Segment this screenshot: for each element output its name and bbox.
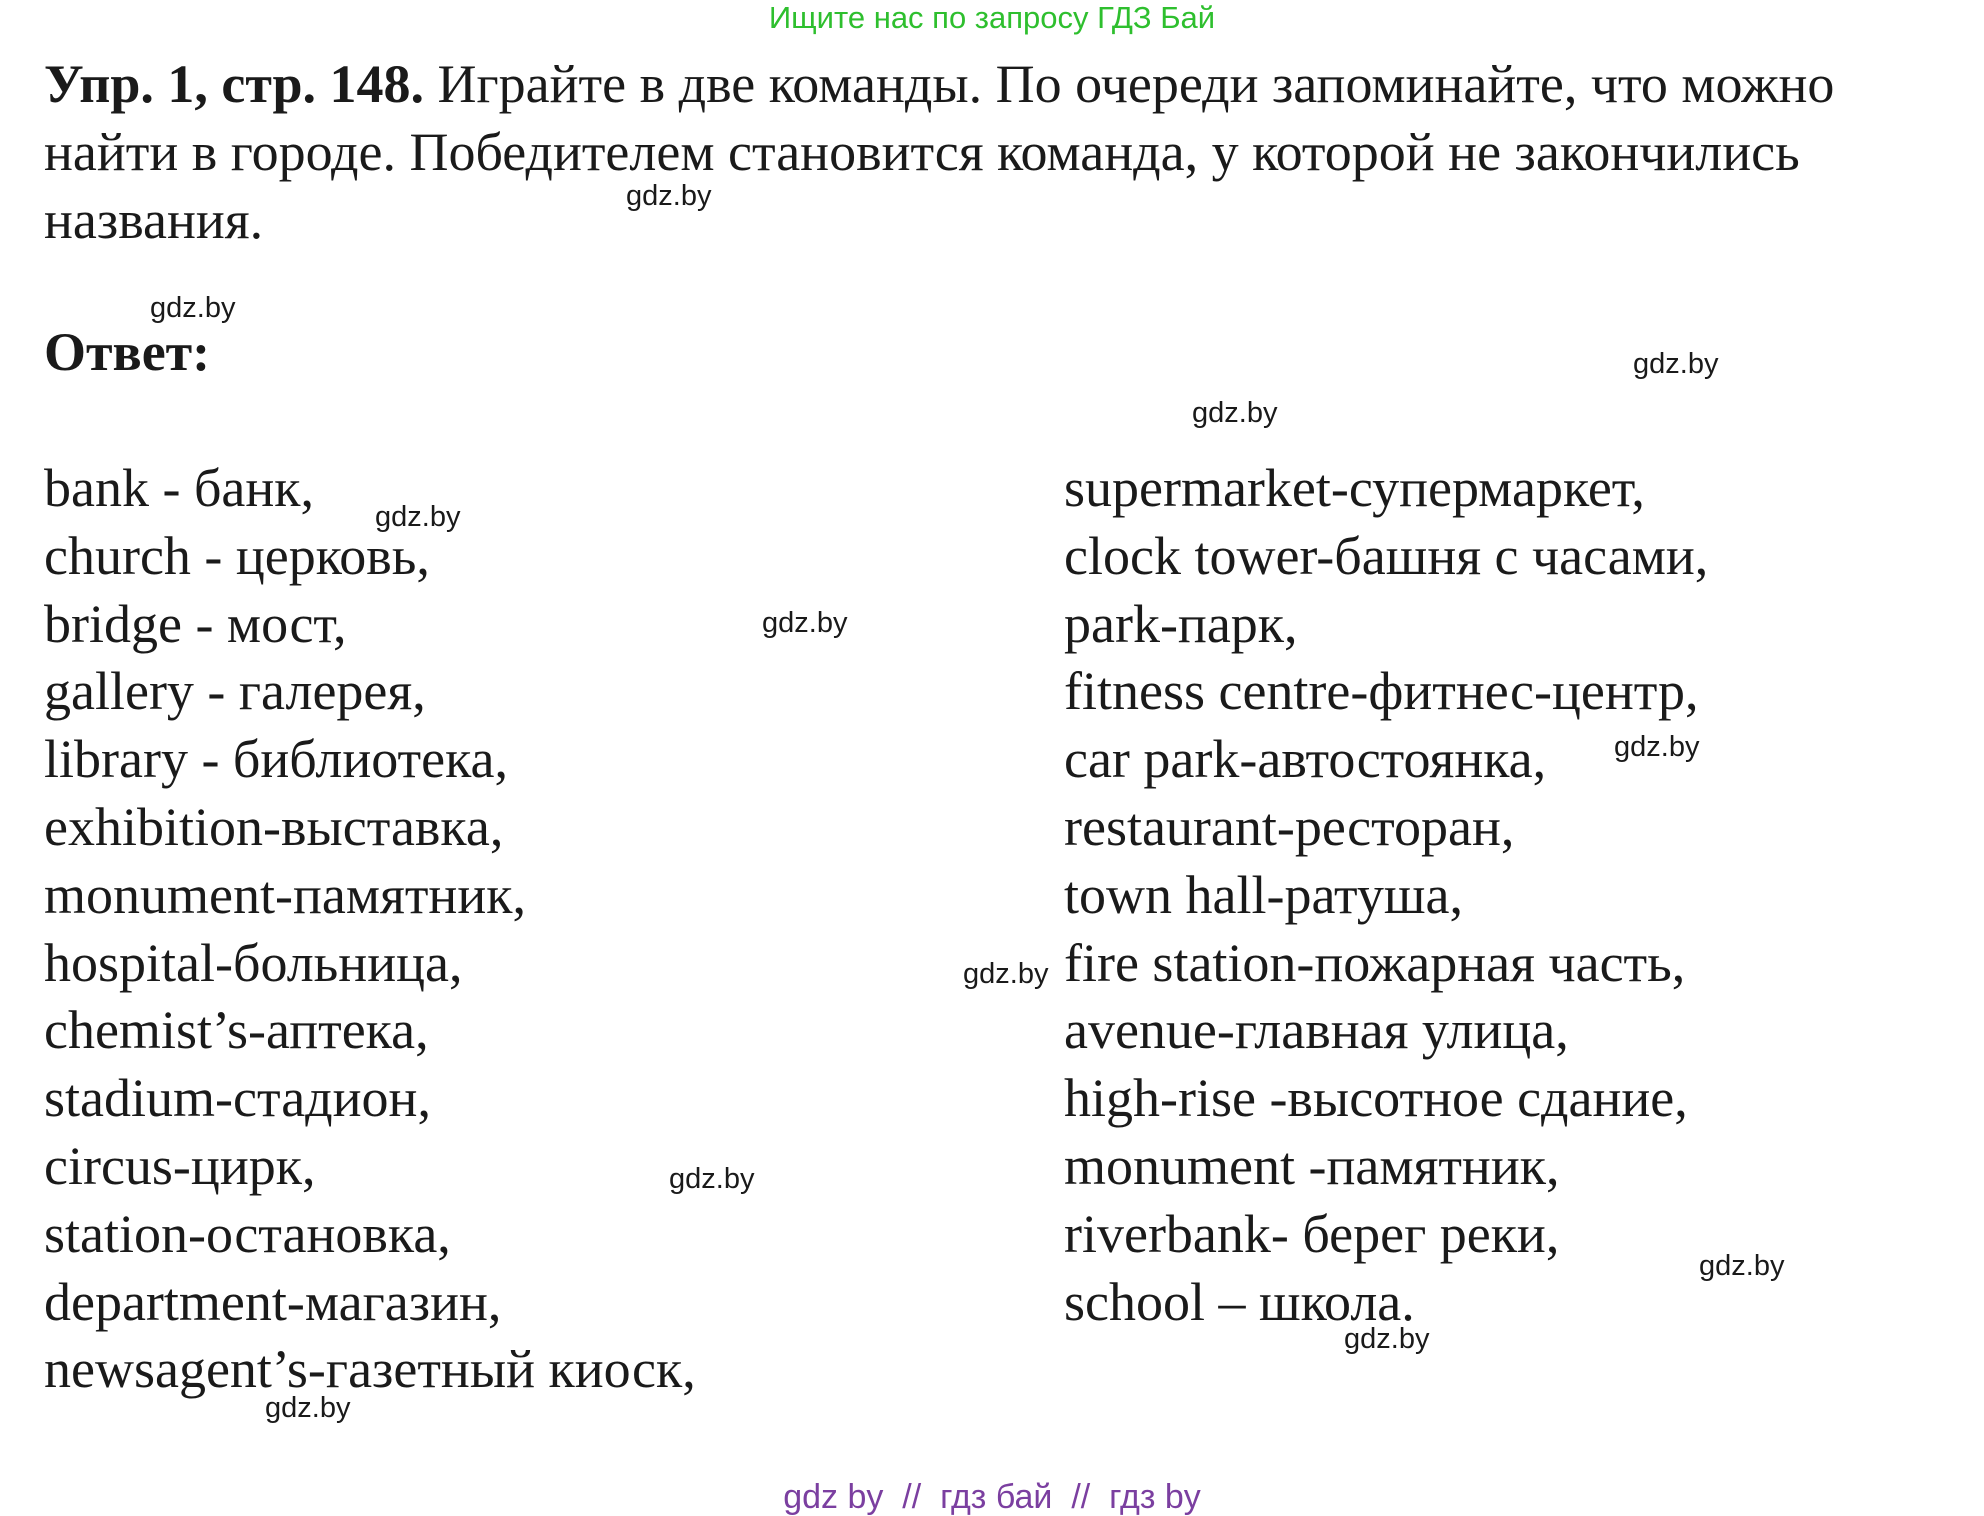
list-item: riverbank- берег реки, [1064,1203,1560,1264]
list-item: fire station-пожарная часть, [1064,932,1686,993]
list-item: high-rise -высотное сдание, [1064,1068,1688,1129]
list-item: chemist’s-аптека, [44,1000,429,1061]
top-banner[interactable]: Ищите нас по запросу ГДЗ Бай [768,0,1216,35]
watermark: gdz.by [1633,348,1719,380]
watermark: gdz.by [626,180,712,212]
watermark: gdz.by [150,292,236,324]
list-item: bank - банк, [44,458,315,518]
footer-links[interactable]: gdz by // гдз бай // гдз by [783,1478,1201,1516]
task-text: Играйте в две команды. По очереди запоминайте, что можно найти в городе. Победителем становится команда, у которой не закончились названия. [44,54,1835,250]
watermark: gdz.by [265,1392,351,1424]
list-item: restaurant-ресторан, [1064,796,1515,857]
watermark: gdz.by [375,501,461,533]
list-item: monument -памятник, [1064,1135,1560,1196]
list-item: school – школа. [1064,1271,1415,1332]
task-statement [44,50,1944,254]
watermark: gdz.by [1344,1323,1430,1355]
list-item: department-магазин, [44,1271,502,1332]
watermark: gdz.by [669,1163,755,1195]
list-item: town hall-ратуша, [1064,864,1463,925]
task-reference: Упр. 1, стр. 148. [44,54,425,114]
list-item: hospital-больница, [44,932,463,993]
watermark: gdz.by [1699,1250,1785,1282]
list-item: car park-автостоянка, [1064,729,1547,790]
answer-heading: Ответ: [44,322,211,382]
list-item: station-остановка, [44,1203,451,1264]
list-item: church - церковь, [44,525,430,586]
list-item: circus-цирк, [44,1135,316,1196]
watermark: gdz.by [963,958,1049,990]
list-item: monument-памятник, [44,864,526,925]
list-item: newsagent’s-газетный киоск, [44,1339,696,1400]
list-item: bridge - мост, [44,593,347,654]
list-item: gallery - галерея, [44,661,426,722]
list-item: avenue-главная улица, [1064,1000,1569,1061]
vocab-list-left [44,455,696,1404]
list-item: library - библиотека, [44,729,509,790]
list-item: exhibition-выставка, [44,796,504,857]
list-item: stadium-стадион, [44,1068,431,1129]
vocab-list-right [1064,455,1708,1336]
list-item: supermarket-супермаркет, [1064,458,1645,518]
list-item: park-парк, [1064,593,1298,654]
watermark: gdz.by [1614,731,1700,763]
list-item: fitness centre-фитнес-центр, [1064,661,1699,722]
list-item: clock tower-башня с часами, [1064,525,1709,586]
watermark: gdz.by [762,607,848,639]
watermark: gdz.by [1192,397,1278,429]
